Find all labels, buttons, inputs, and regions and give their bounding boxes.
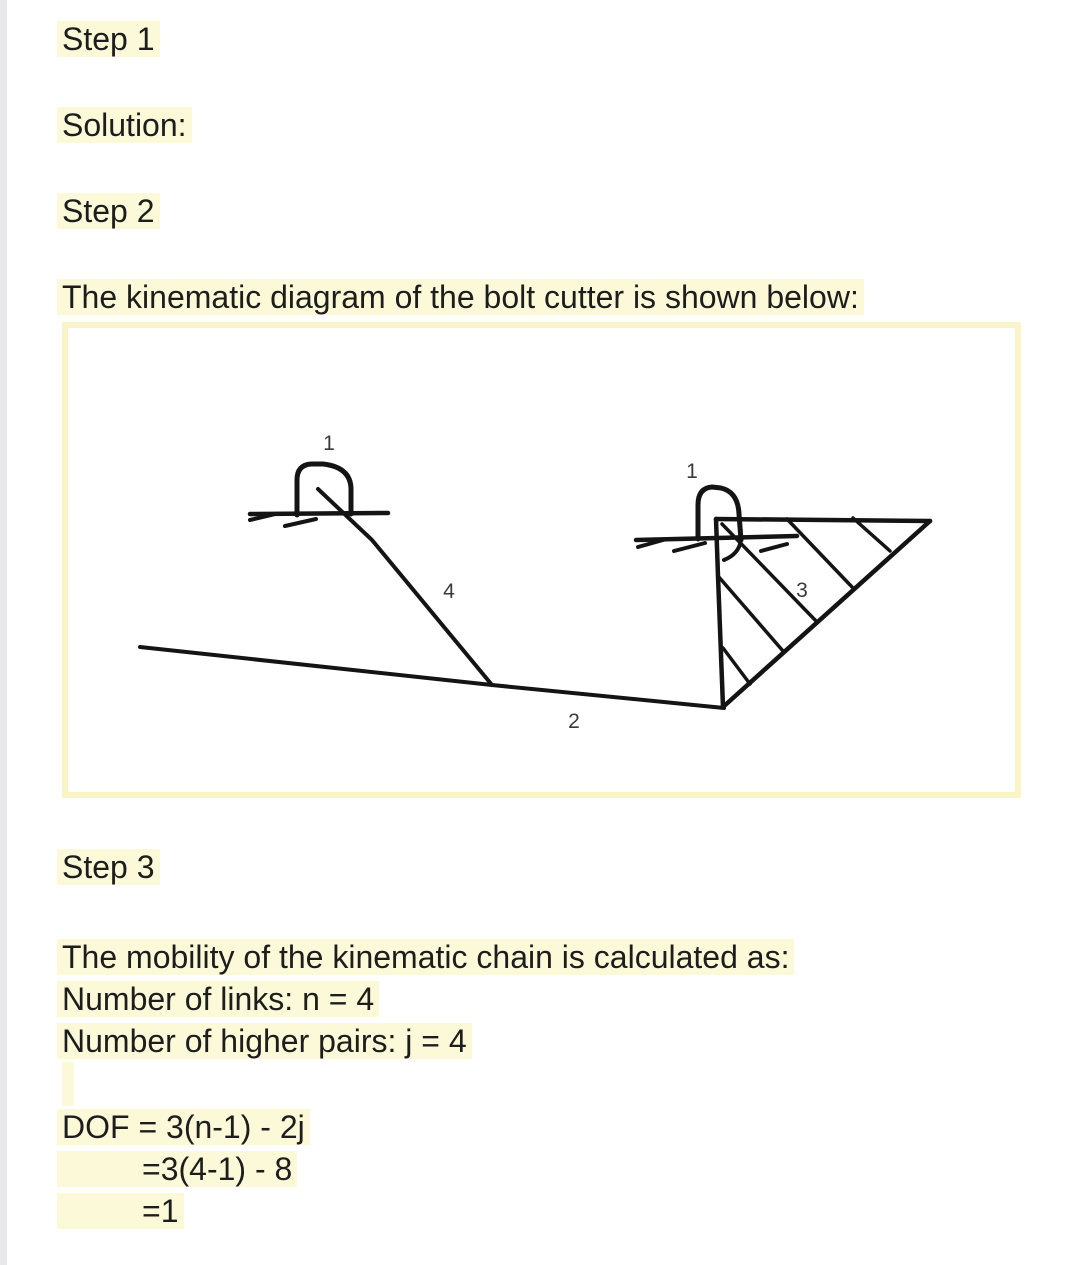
triangle-left-edge: [716, 519, 723, 707]
higher-pairs-line: Number of higher pairs: j = 4: [57, 1023, 472, 1059]
link-2-label: 2: [568, 710, 580, 733]
triangle-hatch-4: [718, 576, 783, 651]
left-pivot-dome: [297, 464, 351, 515]
step-3-heading-row: [62, 846, 1027, 888]
step-2-heading-row: [62, 190, 1027, 232]
step-1-heading: Step 1: [57, 21, 160, 57]
mobility-text-block: [62, 936, 1027, 1062]
kinematic-diagram-figure: [62, 322, 1021, 798]
page-left-edge: [0, 0, 7, 1265]
triangle-hatch-3: [853, 518, 890, 551]
links-count-row: [62, 978, 1027, 1020]
links-count-line: Number of links: n = 4: [57, 981, 379, 1017]
solution-label: Solution:: [57, 107, 192, 143]
dof-substitution-row: [62, 1148, 1027, 1190]
link-1-label-right: 1: [686, 460, 698, 483]
link-4-line: [318, 489, 492, 685]
link-1-label-left: 1: [323, 432, 335, 455]
left-ground-hatch-2: [285, 519, 316, 526]
dof-formula-row: [62, 1106, 1027, 1148]
link-3-triangle: [716, 518, 930, 707]
triangle-hatch-5: [723, 648, 750, 684]
link-3-label: 3: [796, 579, 808, 602]
higher-pairs-row: [62, 1020, 1027, 1062]
step-3-heading: Step 3: [57, 849, 160, 885]
mobility-intro: The mobility of the kinematic chain is calculated as:: [57, 939, 794, 975]
left-fixed-pivot: [250, 464, 388, 526]
diagram-caption: The kinematic diagram of the bolt cutter is shown below:: [57, 279, 864, 315]
right-pivot-dome: [698, 487, 741, 540]
dof-result: =1: [57, 1193, 184, 1229]
dof-result-row: [62, 1190, 1027, 1232]
link-2-line: [140, 647, 724, 708]
dof-formula: DOF = 3(n-1) - 2j: [57, 1109, 310, 1145]
right-ground-hatch-3: [761, 544, 787, 551]
dof-equation-block: [62, 1106, 1027, 1232]
step-2-heading: Step 2: [57, 193, 160, 229]
mobility-intro-row: [62, 936, 1027, 978]
right-ground-hatch-2: [674, 543, 705, 551]
triangle-hatch-2: [787, 519, 853, 588]
diagram-caption-row: [62, 276, 1027, 318]
blank-highlight-strip: [62, 1062, 74, 1106]
triangle-top-edge: [716, 519, 930, 521]
step-1-heading-row: [62, 18, 1027, 60]
bolt-cutter-kinematic-diagram: [68, 328, 1015, 792]
link-4-label: 4: [443, 580, 455, 603]
solution-label-row: [62, 104, 1027, 146]
triangle-hypotenuse: [723, 521, 930, 707]
dof-substitution: =3(4-1) - 8: [57, 1151, 297, 1187]
